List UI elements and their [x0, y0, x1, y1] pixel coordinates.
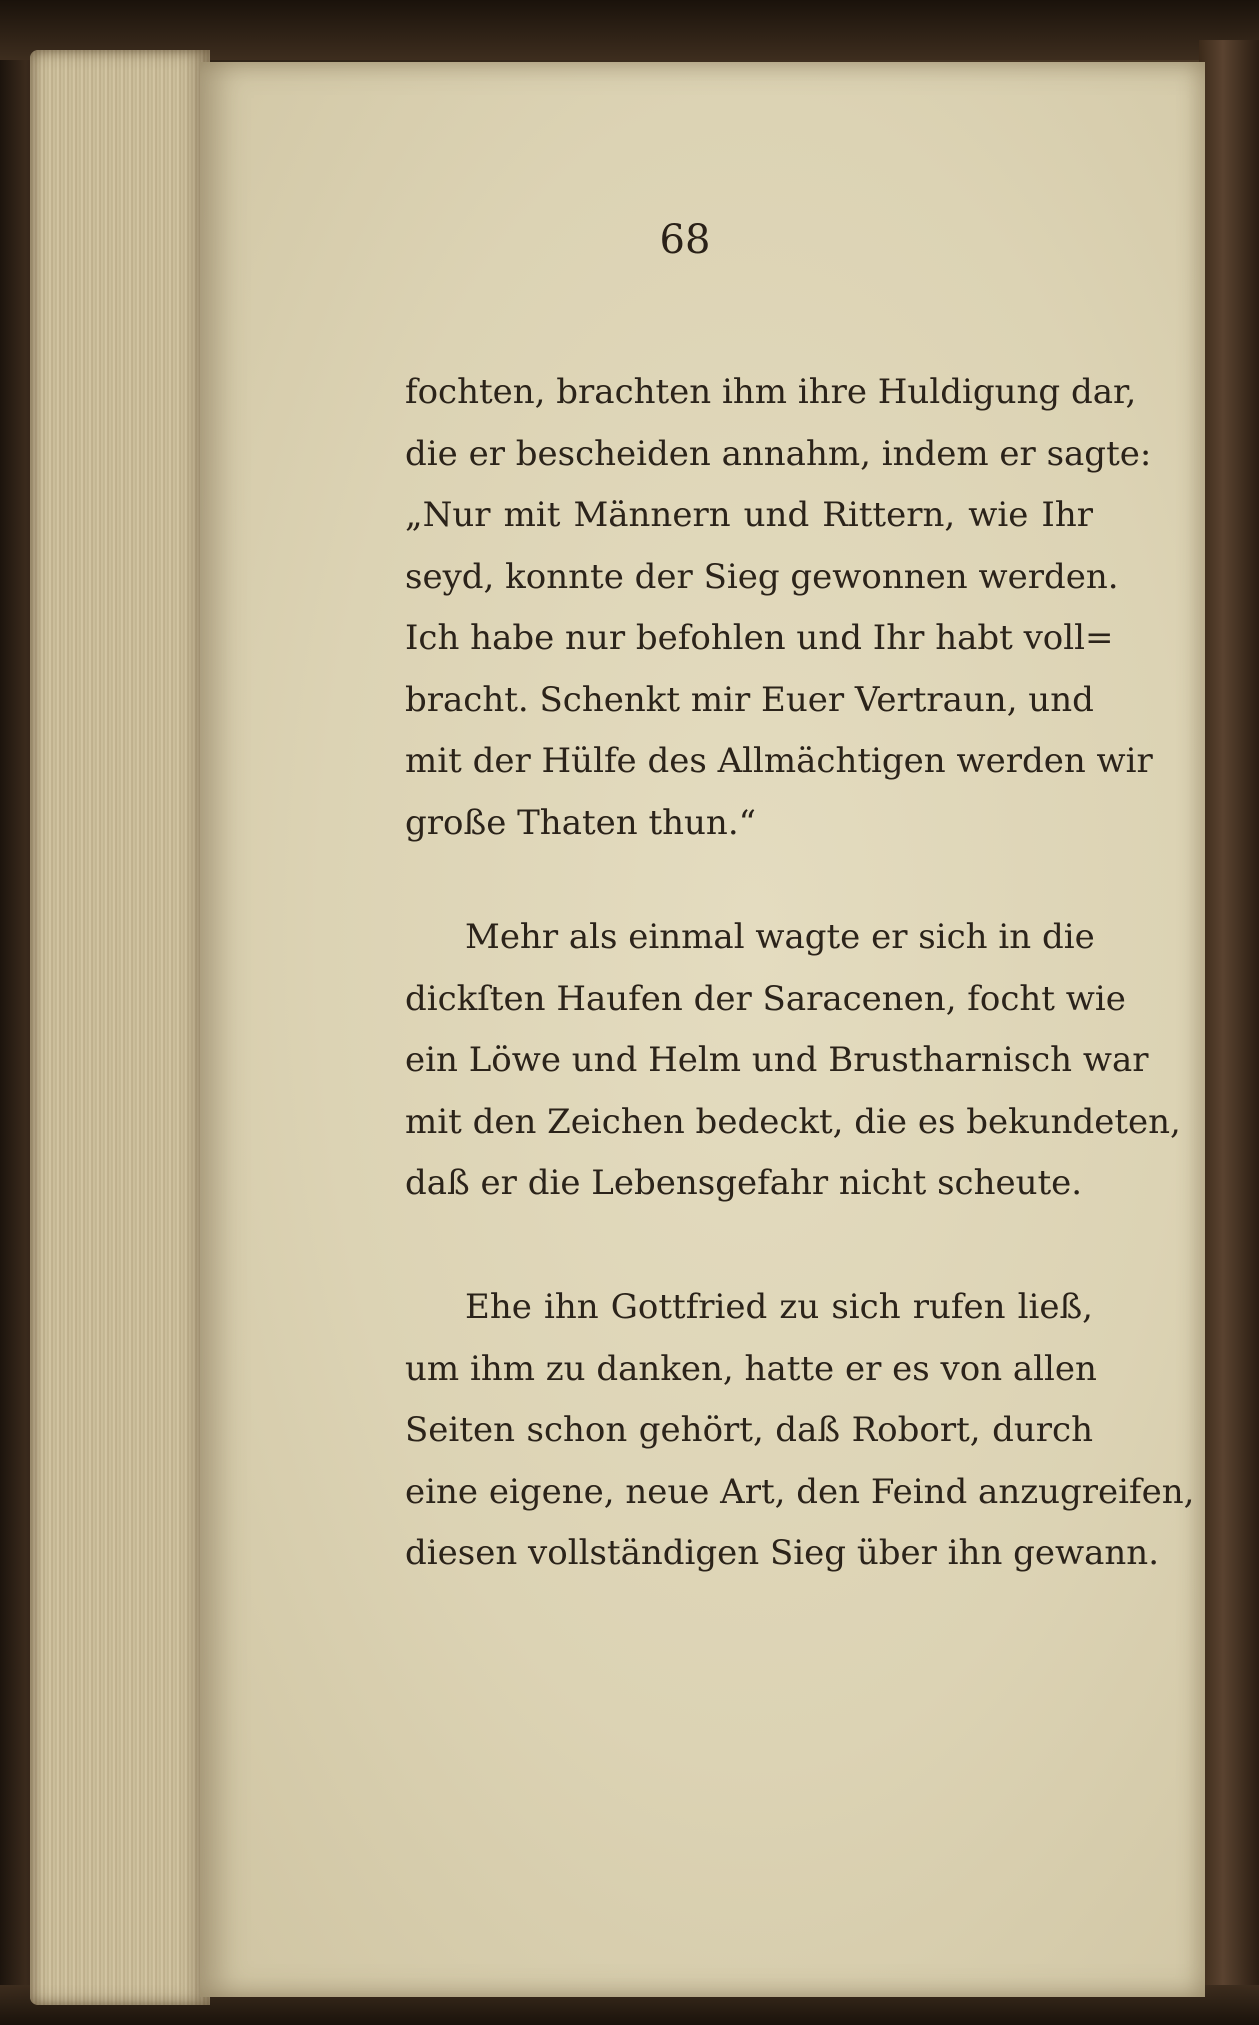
text-line: Seiten schon gehört, daß Robort, durch — [405, 1410, 1093, 1450]
page-edges — [30, 50, 210, 2005]
text-line: ein Löwe und Helm und Brustharnisch war — [405, 1040, 1149, 1080]
text-line: um ihm zu danken, hatte er es von allen — [405, 1348, 1097, 1389]
text-line: Ich habe nur befohlen und Ihr habt voll= — [405, 618, 1114, 658]
text-line: bracht. Schenkt mir Euer Vertraun, und — [405, 679, 1094, 720]
text-line: Mehr als einmal wagte er sich in die — [465, 917, 1095, 957]
text-line: mit den Zeichen bedeckt, die es bekundeten, — [405, 1101, 1181, 1142]
text-line: „Nur mit Männern und Rittern, wie Ihr — [405, 495, 1093, 535]
text-line: große Thaten thun.“ — [405, 802, 757, 843]
text-line: diesen vollständigen Sieg über ihn gewann. — [405, 1533, 1160, 1573]
paragraph-3 — [405, 1277, 1195, 1585]
text-line: mit der Hülfe des Allmächtigen werden wir — [405, 741, 1153, 781]
text-line: seyd, konnte der Sieg gewonnen werden. — [405, 556, 1119, 597]
page-number: 68 — [659, 217, 711, 263]
book-page — [200, 62, 1205, 1997]
paragraph-1 — [405, 362, 1153, 854]
text-line: daß er die Lebensgefahr nicht scheute. — [405, 1163, 1083, 1203]
text-line: die er bescheiden annahm, indem er sagte: — [405, 433, 1152, 474]
paragraph-2 — [405, 907, 1181, 1215]
text-line: eine eigene, neue Art, den Feind anzugreifen, — [405, 1471, 1195, 1512]
text-line: dickſten Haufen der Saracenen, focht wie — [405, 978, 1126, 1019]
text-line: Ehe ihn Gottfried zu sich rufen ließ, — [465, 1287, 1093, 1327]
book-cover-right — [1199, 40, 1259, 2000]
text-line: fochten, brachten ihm ihre Huldigung dar, — [405, 372, 1137, 412]
